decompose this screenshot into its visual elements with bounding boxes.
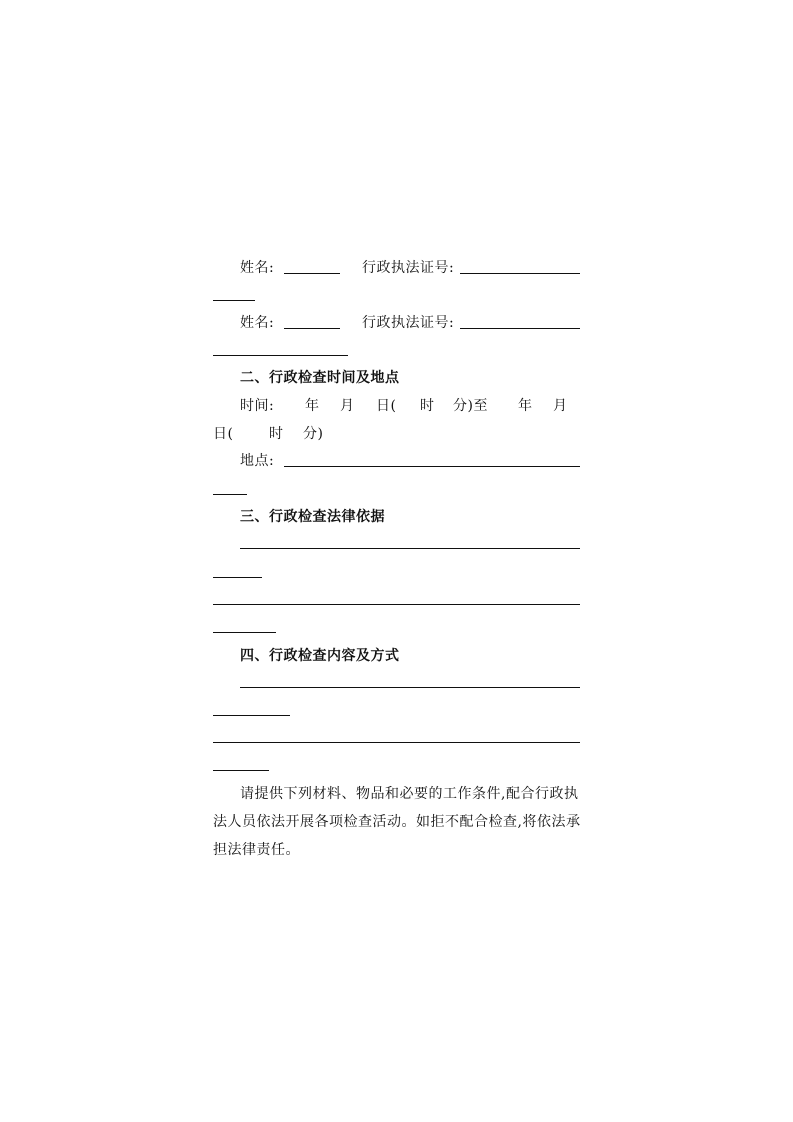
end-minute-label: 分): [303, 426, 324, 442]
legal-basis-line-2[interactable]: [213, 604, 580, 605]
start-month-label: 月: [340, 398, 355, 414]
end-year-label: 年: [518, 398, 533, 414]
content-line-3[interactable]: [213, 770, 269, 771]
notice-line-2: 法人员依法开展各项检查活动。如拒不配合检查,将依法承: [213, 814, 581, 830]
content-line-2[interactable]: [213, 742, 580, 743]
place-field[interactable]: [284, 466, 580, 467]
end-hour-label: 时: [269, 426, 284, 442]
section-3-heading: 三、行政检查法律依据: [240, 509, 385, 525]
section-2-heading: 二、行政检查时间及地点: [240, 370, 400, 386]
start-day-label: 日(: [376, 398, 397, 414]
content-line-1-continued[interactable]: [213, 715, 290, 716]
officer-1-name-field[interactable]: [284, 273, 340, 274]
start-year-label: 年: [305, 398, 320, 414]
officer-2-cert-field[interactable]: [460, 328, 580, 329]
notice-line-1: 请提供下列材料、物品和必要的工作条件,配合行政执: [240, 786, 579, 802]
officer-1-cert-label: 行政执法证号:: [362, 260, 455, 276]
legal-basis-line-3[interactable]: [213, 632, 276, 633]
officer-2-name-label: 姓名:: [240, 315, 275, 331]
end-day-label: 日(: [213, 426, 234, 442]
officer-1-name-label: 姓名:: [240, 260, 275, 276]
officer-1-cert-field[interactable]: [460, 273, 580, 274]
content-line-1[interactable]: [240, 687, 580, 688]
place-field-continued[interactable]: [213, 494, 247, 495]
notice-line-3: 担法律责任。: [213, 842, 300, 858]
end-month-label: 月: [553, 398, 568, 414]
start-hour-label: 时: [420, 398, 435, 414]
officer-1-cert-field-continued[interactable]: [213, 300, 255, 301]
officer-2-cert-label: 行政执法证号:: [362, 315, 455, 331]
officer-2-name-field[interactable]: [284, 328, 340, 329]
start-minute-label: 分)至: [453, 398, 488, 414]
legal-basis-line-1-continued[interactable]: [213, 577, 262, 578]
officer-2-cert-field-continued[interactable]: [213, 355, 348, 356]
legal-basis-line-1[interactable]: [240, 548, 580, 549]
time-label: 时间:: [240, 398, 275, 414]
place-label: 地点:: [240, 453, 275, 469]
section-4-heading: 四、行政检查内容及方式: [240, 648, 400, 664]
